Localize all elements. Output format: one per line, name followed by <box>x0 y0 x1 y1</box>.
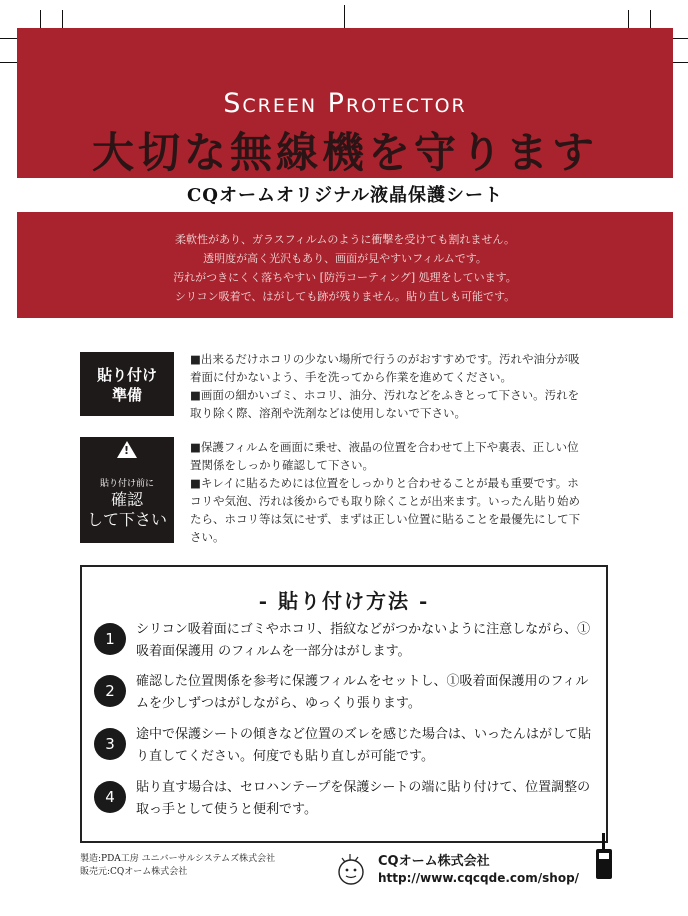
banner-title-jp: 大切な無線機を守ります <box>91 128 598 177</box>
prep-label-box <box>80 352 174 416</box>
prep-note: ■出来るだけホコリの少ない場所で行うのがおすすめです。汚れや油分が吸着面に付かないよう、手を洗ってから作業を進めてください。 <box>190 352 580 384</box>
step-text: シリコン吸着面にゴミやホコリ、指紋などがつかないように注意しながら、①吸着面保護用 のフィルムを一部分はがします。 <box>136 622 591 659</box>
prep-label-line: 準備 <box>111 386 142 404</box>
step <box>94 671 594 717</box>
radio-icon <box>593 833 615 881</box>
feature-line: 柔軟性があり、ガラスフィルムのように衝撃を受けても割れません。 <box>174 233 515 246</box>
maker-credit: 製造:PDA工房 ユニバーサルシステムズ株式会社 <box>80 854 276 864</box>
confirm-note: ■保護フィルムを画面に乗せ、液晶の位置を合わせて上下や裏表、正しい位置関係をしっかり確認して下さい。 <box>190 440 579 472</box>
feature-list <box>17 212 673 318</box>
confirm-label-box <box>80 437 174 543</box>
logo-icon <box>330 848 370 888</box>
confirm-label-line: 確認 <box>110 490 143 509</box>
method-box <box>80 565 608 843</box>
step-text: 途中で保護シートの傾きなど位置のズレを感じた場合は、いったんはがして貼り直してください。何度でも貼り直しが可能です。 <box>136 727 592 764</box>
warning-icon: ! <box>117 441 137 458</box>
confirm-label-line: して下さい <box>86 510 167 529</box>
confirm-label-small: 貼り付け前に <box>99 479 154 489</box>
header-banner <box>17 28 673 178</box>
product-subtitle: CQオームオリジナル液晶保護シート <box>186 185 504 206</box>
step-text: 確認した位置関係を参考に保護フィルムをセットし、①吸着面保護用のフィルムを少しずつはがしながら、ゆっくり張ります。 <box>136 674 589 711</box>
feature-line: 汚れがつきにくく落ちやすい [防汚コーティング] 処理をしています。 <box>173 271 517 284</box>
company-name: CQオーム株式会社 <box>378 854 490 869</box>
step-text: 貼り直す場合は、セロハンテープを保護シートの端に貼り付けて、位置調整の取っ手として使うと便利です。 <box>136 780 591 817</box>
method-title: - 貼り付け方法 - <box>258 589 430 613</box>
step <box>94 724 594 770</box>
seller-credit: 販売元:CQオーム株式会社 <box>80 867 188 877</box>
step-number: 4 <box>94 781 126 813</box>
step-number: 2 <box>94 675 126 707</box>
step <box>94 777 594 823</box>
prep-label-line: 貼り付け <box>96 366 157 384</box>
step <box>94 619 594 665</box>
banner-title-en: Screen Protector <box>223 88 467 119</box>
company-url[interactable]: http://www.cqcqde.com/shop/ <box>378 871 580 885</box>
feature-line: 透明度が高く光沢もあり、画面が見やすいフィルムです。 <box>203 252 487 265</box>
prep-note: ■画面の細かいゴミ、ホコリ、油分、汚れなどをふきとって下さい。汚れを取り除く際、溶剤や洗剤などは使用しないで下さい。 <box>190 388 580 420</box>
step-number: 1 <box>94 623 126 655</box>
confirm-notes <box>190 438 590 546</box>
prep-notes <box>190 350 590 422</box>
feature-line: シリコン吸着で、はがしても跡が残りません。貼り直しも可能です。 <box>174 290 516 303</box>
step-number: 3 <box>94 728 126 760</box>
confirm-note: ■キレイに貼るためには位置をしっかりと合わせることが最も重要です。ホコリや気泡、汚れは後からでも取り除くことが出来ます。いったん貼り始めたら、ホコリ等は気にせず、まずは正しい位置に貼ることを最優先にして下さい。 <box>190 476 581 544</box>
footer-credits <box>80 853 275 879</box>
company-block <box>378 853 579 886</box>
